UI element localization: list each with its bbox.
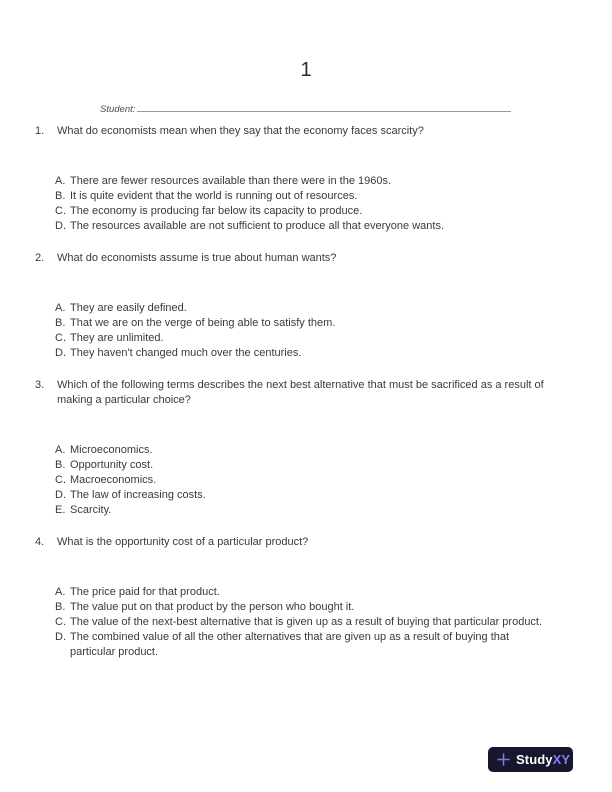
- option-letter: D.: [55, 220, 66, 232]
- question-number: 3.: [35, 379, 45, 391]
- question-row: [35, 251, 574, 266]
- question-block: [35, 251, 574, 361]
- option-letter: B.: [55, 459, 66, 471]
- option-letter: B.: [55, 190, 66, 202]
- option-row: [55, 346, 552, 361]
- question-block: [35, 535, 574, 660]
- option-row: [55, 316, 552, 331]
- question-row: [35, 124, 574, 139]
- option-row: [55, 585, 552, 600]
- option-row: [55, 473, 552, 488]
- option-row: [55, 488, 552, 503]
- option-text: Macroeconomics.: [70, 474, 157, 486]
- option-row: [55, 615, 552, 630]
- question-number: 4.: [35, 536, 45, 548]
- plus-icon: [496, 752, 511, 767]
- options-list: [55, 585, 552, 660]
- options-list: [55, 443, 552, 518]
- option-text: That we are on the verge of being able to satisfy them.: [70, 317, 336, 329]
- option-text: It is quite evident that the world is running out of resources.: [70, 190, 358, 202]
- question-text: What do economists assume is true about human wants?: [57, 252, 337, 264]
- question-number: 1.: [35, 125, 45, 137]
- option-text: The price paid for that product.: [70, 586, 220, 598]
- option-letter: C.: [55, 332, 66, 344]
- option-text: The resources available are not sufficient to produce all that everyone wants.: [70, 220, 445, 232]
- question-number: 2.: [35, 252, 45, 264]
- option-letter: C.: [55, 205, 66, 217]
- option-letter: C.: [55, 616, 66, 628]
- option-letter: C.: [55, 474, 66, 486]
- option-text: The combined value of all the other alternatives that are given up as a result of buying that particular product.: [70, 631, 510, 658]
- option-row: [55, 189, 552, 204]
- question-text: What is the opportunity cost of a particular product?: [57, 536, 309, 548]
- option-letter: A.: [55, 586, 66, 598]
- option-row: [55, 174, 552, 189]
- option-text: The value put on that product by the person who bought it.: [70, 601, 355, 613]
- option-row: [55, 600, 552, 615]
- option-row: [55, 458, 552, 473]
- option-row: [55, 443, 552, 458]
- option-text: Scarcity.: [70, 504, 112, 516]
- option-letter: D.: [55, 347, 66, 359]
- option-text: The law of increasing costs.: [70, 489, 206, 501]
- option-letter: D.: [55, 489, 66, 501]
- question-row: [35, 535, 574, 550]
- option-row: [55, 204, 552, 219]
- option-text: They are unlimited.: [70, 332, 164, 344]
- options-list: [55, 301, 552, 361]
- option-letter: B.: [55, 317, 66, 329]
- option-text: There are fewer resources available than there were in the 1960s.: [70, 175, 392, 187]
- option-letter: A.: [55, 302, 66, 314]
- option-letter: B.: [55, 601, 66, 613]
- option-letter: D.: [55, 631, 66, 643]
- student-label: Student:: [100, 104, 136, 115]
- option-row: [55, 331, 552, 346]
- question-block: [35, 378, 574, 518]
- logo-text-accent: XY: [552, 752, 571, 767]
- option-text: The economy is producing far below its capacity to produce.: [70, 205, 363, 217]
- option-letter: E.: [55, 504, 66, 516]
- options-list: [55, 174, 552, 234]
- option-letter: A.: [55, 175, 66, 187]
- option-letter: A.: [55, 444, 66, 456]
- option-text: The value of the next-best alternative that is given up as a result of buying that particular product.: [70, 616, 543, 628]
- question-text: Which of the following terms describes the next best alternative that must be sacrificed as a result of making a particular choice?: [57, 379, 544, 406]
- option-row: [55, 301, 552, 316]
- logo-wordmark: [516, 752, 570, 767]
- option-text: They haven't changed much over the centuries.: [70, 347, 302, 359]
- option-text: Opportunity cost.: [70, 459, 154, 471]
- option-row: [55, 219, 552, 234]
- option-row: [55, 630, 552, 660]
- studyxy-logo: [488, 747, 573, 772]
- question-block: [35, 124, 574, 234]
- page-number-title: 1: [300, 59, 312, 81]
- option-row: [55, 503, 552, 518]
- option-text: Microeconomics.: [70, 444, 153, 456]
- student-line: [100, 99, 612, 113]
- logo-text-primary: Study: [516, 752, 553, 767]
- option-text: They are easily defined.: [70, 302, 187, 314]
- question-text: What do economists mean when they say that the economy faces scarcity?: [57, 125, 424, 137]
- question-list: [0, 124, 612, 660]
- student-fill-in-line: [137, 102, 511, 112]
- question-row: [35, 378, 574, 408]
